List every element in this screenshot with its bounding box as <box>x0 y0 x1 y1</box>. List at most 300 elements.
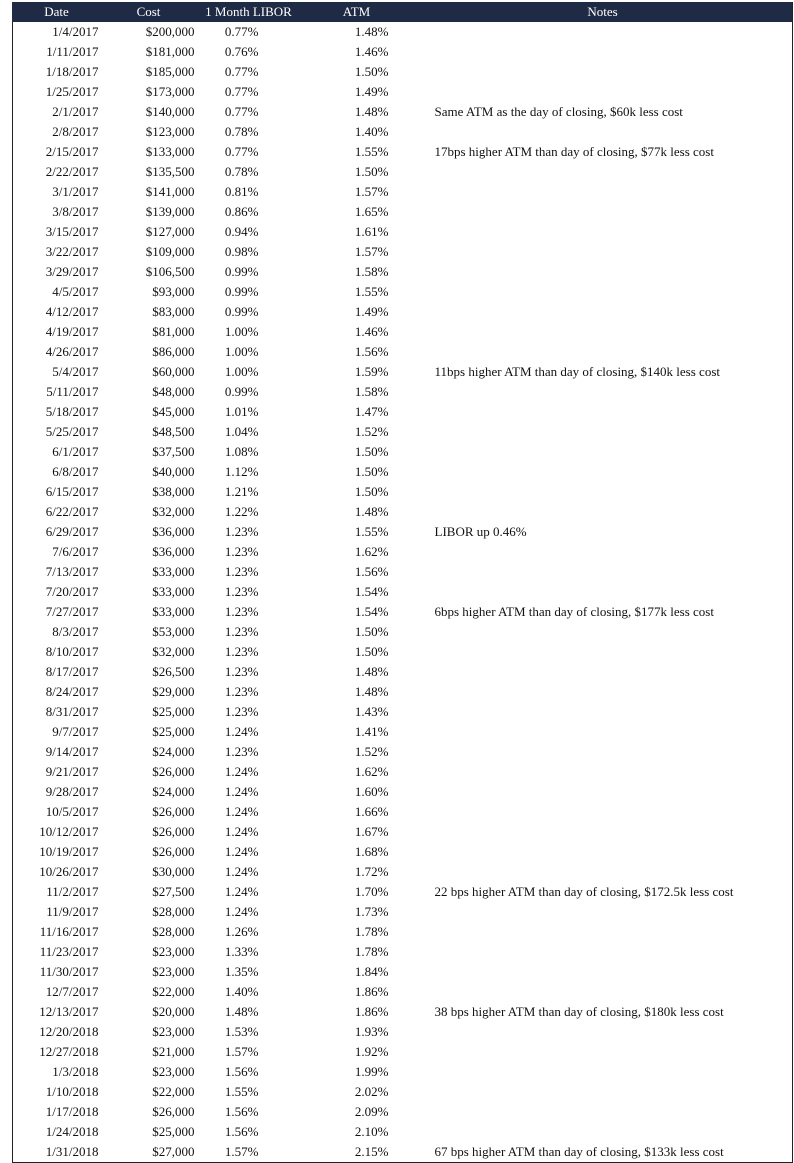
cell-libor[interactable]: 1.24% <box>224 724 259 739</box>
cell-atm[interactable]: 1.56% <box>354 344 389 359</box>
cell-date[interactable]: 1/25/2017 <box>13 82 101 102</box>
cell-libor[interactable]: 0.99% <box>224 304 259 319</box>
cell-note[interactable] <box>413 862 793 882</box>
cell-libor[interactable]: 0.99% <box>224 264 259 279</box>
cell-libor[interactable]: 0.81% <box>224 184 259 199</box>
cell-atm[interactable]: 2.15% <box>301 1142 413 1163</box>
cell-libor[interactable]: 1.56% <box>224 1104 259 1119</box>
cell-atm[interactable]: 1.62% <box>354 544 389 559</box>
cell-cost[interactable]: $28,000 <box>152 904 195 919</box>
cell-date[interactable]: 1/4/2017 <box>13 22 101 43</box>
cell-libor[interactable]: 0.77% <box>224 84 259 99</box>
cell-cost[interactable]: $22,000 <box>152 984 195 999</box>
cell-note[interactable]: 11bps higher ATM than day of closing, $140k less cost <box>413 362 793 382</box>
cell-cost[interactable]: $30,000 <box>152 864 195 879</box>
cell-cost[interactable]: $26,000 <box>152 804 195 819</box>
cell-atm[interactable]: 1.48% <box>354 504 389 519</box>
cell-libor[interactable]: 1.00% <box>224 344 259 359</box>
cell-cost[interactable]: $33,000 <box>152 604 195 619</box>
cell-note[interactable] <box>413 842 793 862</box>
cell-note[interactable] <box>413 222 793 242</box>
cell-note[interactable] <box>413 122 793 142</box>
cell-atm[interactable]: 1.47% <box>354 404 389 419</box>
cell-note[interactable] <box>413 982 793 1002</box>
cell-atm[interactable]: 1.56% <box>354 564 389 579</box>
header-cost[interactable]: Cost <box>101 3 197 22</box>
cell-note[interactable] <box>413 162 793 182</box>
cell-atm[interactable]: 1.43% <box>354 704 389 719</box>
cell-date[interactable]: 7/13/2017 <box>13 562 101 582</box>
cell-cost[interactable]: $45,000 <box>152 404 195 419</box>
cell-date[interactable]: 6/8/2017 <box>13 462 101 482</box>
cell-atm[interactable]: 1.60% <box>354 784 389 799</box>
cell-note[interactable] <box>413 1062 793 1082</box>
cell-libor[interactable]: 1.23% <box>224 544 259 559</box>
cell-cost[interactable]: $26,000 <box>152 844 195 859</box>
cell-libor[interactable]: 1.23% <box>224 524 259 539</box>
cell-libor[interactable]: 1.00% <box>224 324 259 339</box>
cell-note[interactable] <box>413 82 793 102</box>
cell-atm[interactable]: 1.61% <box>354 224 389 239</box>
cell-note[interactable] <box>413 462 793 482</box>
cell-note[interactable] <box>413 722 793 742</box>
cell-cost[interactable]: $25,000 <box>152 724 195 739</box>
cell-date[interactable]: 9/28/2017 <box>13 782 101 802</box>
cell-atm[interactable]: 1.55% <box>354 284 389 299</box>
cell-cost[interactable]: $23,000 <box>152 1024 195 1039</box>
cell-atm[interactable]: 1.55% <box>354 524 389 539</box>
cell-libor[interactable]: 1.57% <box>224 1044 259 1059</box>
cell-date[interactable]: 11/9/2017 <box>13 902 101 922</box>
cell-libor[interactable]: 1.24% <box>224 764 259 779</box>
cell-date[interactable]: 1/31/2018 <box>13 1142 101 1163</box>
cell-note[interactable] <box>413 802 793 822</box>
cell-date[interactable]: 12/7/2017 <box>13 982 101 1002</box>
cell-date[interactable]: 8/17/2017 <box>13 662 101 682</box>
cell-atm[interactable]: 1.48% <box>354 684 389 699</box>
cell-atm[interactable]: 1.68% <box>354 844 389 859</box>
cell-cost[interactable]: $106,500 <box>145 264 195 279</box>
cell-cost[interactable]: $173,000 <box>145 84 195 99</box>
cell-atm[interactable]: 1.50% <box>354 624 389 639</box>
cell-libor[interactable]: 1.24% <box>224 784 259 799</box>
cell-atm[interactable]: 1.49% <box>354 304 389 319</box>
cell-cost[interactable]: $181,000 <box>145 44 195 59</box>
cell-note[interactable] <box>413 662 793 682</box>
cell-libor[interactable]: 1.33% <box>224 944 259 959</box>
cell-atm[interactable]: 1.49% <box>354 84 389 99</box>
cell-atm[interactable]: 1.50% <box>354 484 389 499</box>
cell-cost[interactable]: $109,000 <box>145 244 195 259</box>
cell-libor[interactable]: 1.24% <box>224 804 259 819</box>
cell-libor[interactable]: 1.23% <box>224 684 259 699</box>
cell-date[interactable]: 11/30/2017 <box>13 962 101 982</box>
cell-libor[interactable]: 1.22% <box>224 504 259 519</box>
cell-libor[interactable]: 0.98% <box>224 244 259 259</box>
cell-date[interactable]: 1/17/2018 <box>13 1102 101 1122</box>
cell-date[interactable]: 8/24/2017 <box>13 682 101 702</box>
cell-cost[interactable]: $25,000 <box>152 1124 195 1139</box>
cell-note[interactable] <box>413 302 793 322</box>
cell-cost[interactable]: $23,000 <box>152 964 195 979</box>
cell-cost[interactable]: $24,000 <box>152 784 195 799</box>
cell-atm[interactable]: 2.09% <box>354 1104 389 1119</box>
cell-note[interactable]: 17bps higher ATM than day of closing, $77k less cost <box>413 142 793 162</box>
cell-libor[interactable]: 1.04% <box>224 424 259 439</box>
cell-note[interactable] <box>413 542 793 562</box>
cell-libor[interactable]: 1.56% <box>224 1064 259 1079</box>
cell-date[interactable]: 10/5/2017 <box>13 802 101 822</box>
cell-date[interactable]: 9/14/2017 <box>13 742 101 762</box>
cell-atm[interactable]: 1.59% <box>354 364 389 379</box>
cell-date[interactable]: 10/19/2017 <box>13 842 101 862</box>
cell-note[interactable] <box>413 1042 793 1062</box>
cell-date[interactable]: 1/3/2018 <box>13 1062 101 1082</box>
cell-libor[interactable]: 1.23% <box>224 564 259 579</box>
cell-note[interactable] <box>413 502 793 522</box>
cell-libor[interactable]: 1.23% <box>224 704 259 719</box>
cell-atm[interactable]: 1.99% <box>354 1064 389 1079</box>
cell-atm[interactable]: 1.70% <box>354 884 389 899</box>
cell-date[interactable]: 4/12/2017 <box>13 302 101 322</box>
cell-cost[interactable]: $33,000 <box>152 564 195 579</box>
cell-libor[interactable]: 1.24% <box>224 824 259 839</box>
cell-date[interactable]: 3/1/2017 <box>13 182 101 202</box>
cell-atm[interactable]: 1.50% <box>354 164 389 179</box>
cell-libor[interactable]: 0.77% <box>224 64 259 79</box>
cell-libor[interactable]: 0.77% <box>224 104 259 119</box>
cell-atm[interactable]: 1.62% <box>354 764 389 779</box>
cell-date[interactable]: 2/1/2017 <box>13 102 101 122</box>
cell-atm[interactable]: 1.46% <box>354 44 389 59</box>
cell-libor[interactable]: 1.24% <box>224 904 259 919</box>
cell-note[interactable] <box>413 922 793 942</box>
cell-note[interactable] <box>413 262 793 282</box>
cell-libor[interactable]: 1.08% <box>224 444 259 459</box>
cell-libor[interactable]: 1.35% <box>224 964 259 979</box>
cell-note[interactable] <box>413 482 793 502</box>
cell-libor[interactable]: 1.56% <box>224 1124 259 1139</box>
cell-date[interactable]: 6/15/2017 <box>13 482 101 502</box>
cell-atm[interactable]: 1.58% <box>354 384 389 399</box>
cell-atm[interactable]: 1.50% <box>354 444 389 459</box>
cell-date[interactable]: 10/12/2017 <box>13 822 101 842</box>
cell-date[interactable]: 2/22/2017 <box>13 162 101 182</box>
cell-date[interactable]: 6/29/2017 <box>13 522 101 542</box>
cell-libor[interactable]: 0.99% <box>224 284 259 299</box>
cell-date[interactable]: 11/23/2017 <box>13 942 101 962</box>
cell-atm[interactable]: 1.48% <box>354 104 389 119</box>
cell-cost[interactable]: $28,000 <box>152 924 195 939</box>
cell-note[interactable] <box>413 422 793 442</box>
cell-libor[interactable]: 1.55% <box>224 1084 259 1099</box>
spreadsheet <box>12 2 792 1163</box>
cell-cost[interactable]: $83,000 <box>152 304 195 319</box>
cell-libor[interactable]: 1.21% <box>224 484 259 499</box>
cell-date[interactable]: 5/18/2017 <box>13 402 101 422</box>
cell-note[interactable] <box>413 22 793 43</box>
cell-note[interactable] <box>413 702 793 722</box>
cell-cost[interactable]: $60,000 <box>152 364 195 379</box>
cell-date[interactable]: 8/10/2017 <box>13 642 101 662</box>
cell-cost[interactable]: $200,000 <box>145 24 195 39</box>
cell-libor[interactable]: 0.78% <box>224 124 259 139</box>
cell-cost[interactable]: $26,000 <box>152 764 195 779</box>
cell-cost[interactable]: $40,000 <box>152 464 195 479</box>
cell-atm[interactable]: 1.52% <box>354 424 389 439</box>
cell-libor[interactable]: 0.78% <box>224 164 259 179</box>
table-row <box>13 402 793 422</box>
cell-libor[interactable]: 1.48% <box>224 1004 259 1019</box>
cell-libor[interactable]: 0.99% <box>224 384 259 399</box>
cell-atm[interactable]: 1.52% <box>354 744 389 759</box>
cell-note[interactable] <box>413 642 793 662</box>
cell-atm[interactable]: 1.55% <box>354 144 389 159</box>
cell-atm[interactable]: 1.54% <box>354 584 389 599</box>
cell-note[interactable] <box>413 562 793 582</box>
cell-cost[interactable]: $26,500 <box>152 664 195 679</box>
cell-libor[interactable]: 0.94% <box>224 224 259 239</box>
cell-cost[interactable]: $140,000 <box>145 104 195 119</box>
cell-date[interactable]: 1/11/2017 <box>13 42 101 62</box>
cell-cost[interactable]: $36,000 <box>152 544 195 559</box>
cell-libor[interactable]: 1.23% <box>224 604 259 619</box>
cell-note[interactable] <box>413 42 793 62</box>
cell-cost[interactable]: $26,000 <box>152 1104 195 1119</box>
cell-date[interactable]: 2/15/2017 <box>13 142 101 162</box>
table-row <box>13 822 793 842</box>
cell-atm[interactable]: 1.48% <box>354 24 389 39</box>
cell-note[interactable] <box>413 62 793 82</box>
cell-atm[interactable]: 1.50% <box>354 464 389 479</box>
cell-libor[interactable]: 1.23% <box>224 584 259 599</box>
table-row <box>13 162 793 182</box>
cell-atm[interactable]: 1.54% <box>354 604 389 619</box>
cell-libor[interactable]: 1.23% <box>224 664 259 679</box>
cell-libor[interactable]: 1.24% <box>224 844 259 859</box>
cell-libor[interactable]: 1.23% <box>224 744 259 759</box>
cell-cost[interactable]: $25,000 <box>152 704 195 719</box>
cell-note[interactable]: 22 bps higher ATM than day of closing, $172.5k less cost <box>413 882 793 902</box>
cell-libor[interactable]: 1.24% <box>224 864 259 879</box>
cell-note[interactable] <box>413 782 793 802</box>
cell-date[interactable]: 5/25/2017 <box>13 422 101 442</box>
cell-note[interactable] <box>413 902 793 922</box>
table-row <box>13 182 793 202</box>
cell-note[interactable] <box>413 402 793 422</box>
cell-cost[interactable]: $22,000 <box>152 1084 195 1099</box>
header-atm[interactable]: ATM <box>301 3 413 22</box>
cell-date[interactable]: 1/10/2018 <box>13 1082 101 1102</box>
cell-atm[interactable]: 1.57% <box>354 184 389 199</box>
cell-note[interactable] <box>413 942 793 962</box>
cell-cost[interactable]: $139,000 <box>145 204 195 219</box>
cell-date[interactable]: 12/27/2018 <box>13 1042 101 1062</box>
cell-cost[interactable]: $26,000 <box>152 824 195 839</box>
cell-atm[interactable]: 1.40% <box>354 124 389 139</box>
cell-libor[interactable]: 0.76% <box>224 44 259 59</box>
cell-atm[interactable]: 1.72% <box>354 864 389 879</box>
cell-date[interactable]: 4/26/2017 <box>13 342 101 362</box>
cell-date[interactable]: 11/16/2017 <box>13 922 101 942</box>
cell-libor[interactable]: 0.77% <box>224 24 259 39</box>
cell-date[interactable]: 4/19/2017 <box>13 322 101 342</box>
cell-date[interactable]: 7/6/2017 <box>13 542 101 562</box>
cell-atm[interactable]: 1.50% <box>354 64 389 79</box>
cell-libor[interactable]: 1.01% <box>224 404 259 419</box>
cell-atm[interactable]: 1.57% <box>354 244 389 259</box>
header-date[interactable]: Date <box>13 3 101 22</box>
cell-note[interactable] <box>413 582 793 602</box>
cell-note[interactable] <box>413 962 793 982</box>
cell-atm[interactable]: 2.10% <box>354 1124 389 1139</box>
cell-atm[interactable]: 1.67% <box>354 824 389 839</box>
cell-libor[interactable]: 1.24% <box>224 884 259 899</box>
cell-cost[interactable]: $133,000 <box>145 144 195 159</box>
cell-note[interactable]: Same ATM as the day of closing, $60k less cost <box>413 102 793 122</box>
cell-cost[interactable]: $48,000 <box>152 384 195 399</box>
cell-cost[interactable]: $123,000 <box>145 124 195 139</box>
cell-note[interactable] <box>413 682 793 702</box>
cell-atm[interactable]: 1.86% <box>354 1004 389 1019</box>
cell-libor[interactable]: 0.86% <box>224 204 259 219</box>
cell-cost[interactable]: $135,500 <box>145 164 195 179</box>
cell-libor[interactable]: 1.53% <box>224 1024 259 1039</box>
cell-date[interactable]: 1/18/2017 <box>13 62 101 82</box>
cell-date[interactable]: 3/8/2017 <box>13 202 101 222</box>
cell-atm[interactable]: 1.48% <box>354 664 389 679</box>
cell-note[interactable] <box>413 342 793 362</box>
cell-date[interactable]: 10/26/2017 <box>13 862 101 882</box>
cell-date[interactable]: 11/2/2017 <box>13 882 101 902</box>
cell-note[interactable]: LIBOR up 0.46% <box>413 522 793 542</box>
cell-libor[interactable]: 1.57% <box>197 1142 301 1163</box>
cell-libor[interactable]: 1.23% <box>224 644 259 659</box>
cell-cost[interactable]: $23,000 <box>152 1064 195 1079</box>
cell-note[interactable] <box>413 282 793 302</box>
cell-date[interactable]: 12/20/2018 <box>13 1022 101 1042</box>
cell-date[interactable]: 5/4/2017 <box>13 362 101 382</box>
table-row <box>13 202 793 222</box>
cell-atm[interactable]: 1.86% <box>354 984 389 999</box>
cell-cost[interactable]: $33,000 <box>152 584 195 599</box>
cell-atm[interactable]: 1.92% <box>354 1044 389 1059</box>
header-row <box>13 3 793 22</box>
cell-date[interactable]: 6/22/2017 <box>13 502 101 522</box>
cell-note[interactable]: 6bps higher ATM than day of closing, $177k less cost <box>413 602 793 622</box>
cell-atm[interactable]: 1.93% <box>354 1024 389 1039</box>
cell-atm[interactable]: 1.66% <box>354 804 389 819</box>
cell-note[interactable] <box>413 1082 793 1102</box>
cell-note[interactable] <box>413 1122 793 1142</box>
cell-atm[interactable]: 1.50% <box>354 644 389 659</box>
cell-note[interactable] <box>413 742 793 762</box>
cell-atm[interactable]: 1.78% <box>354 924 389 939</box>
cell-date[interactable]: 7/20/2017 <box>13 582 101 602</box>
table-row <box>13 782 793 802</box>
cell-cost[interactable]: $32,000 <box>152 504 195 519</box>
cell-note[interactable] <box>413 1022 793 1042</box>
cell-atm[interactable]: 1.78% <box>354 944 389 959</box>
header-libor[interactable]: 1 Month LIBOR <box>197 3 301 22</box>
table-body <box>13 22 793 1163</box>
cell-cost[interactable]: $48,500 <box>152 424 195 439</box>
cell-cost[interactable]: $93,000 <box>152 284 195 299</box>
cell-date[interactable]: 3/29/2017 <box>13 262 101 282</box>
cell-cost[interactable]: $29,000 <box>152 684 195 699</box>
cell-cost[interactable]: $32,000 <box>152 644 195 659</box>
cell-atm[interactable]: 1.41% <box>354 724 389 739</box>
cell-cost[interactable]: $127,000 <box>145 224 195 239</box>
cell-atm[interactable]: 2.02% <box>354 1084 389 1099</box>
cell-date[interactable]: 1/24/2018 <box>13 1122 101 1142</box>
cell-cost[interactable]: $20,000 <box>152 1004 195 1019</box>
cell-date[interactable]: 2/8/2017 <box>13 122 101 142</box>
cell-note[interactable] <box>413 442 793 462</box>
cell-atm[interactable]: 1.84% <box>354 964 389 979</box>
cell-date[interactable]: 3/22/2017 <box>13 242 101 262</box>
cell-date[interactable]: 3/15/2017 <box>13 222 101 242</box>
cell-cost[interactable]: $81,000 <box>152 324 195 339</box>
cell-cost[interactable]: $38,000 <box>152 484 195 499</box>
cell-cost[interactable]: $185,000 <box>145 64 195 79</box>
cell-atm[interactable]: 1.65% <box>354 204 389 219</box>
header-notes[interactable]: Notes <box>413 3 793 22</box>
cell-date[interactable]: 5/11/2017 <box>13 382 101 402</box>
cell-cost[interactable]: $27,000 <box>101 1142 197 1163</box>
cell-note[interactable] <box>413 622 793 642</box>
cell-date[interactable]: 4/5/2017 <box>13 282 101 302</box>
cell-libor[interactable]: 1.12% <box>224 464 259 479</box>
cell-cost[interactable]: $37,500 <box>152 444 195 459</box>
cell-cost[interactable]: $36,000 <box>152 524 195 539</box>
cell-note[interactable] <box>413 202 793 222</box>
cell-cost[interactable]: $23,000 <box>152 944 195 959</box>
cell-note[interactable] <box>413 822 793 842</box>
cell-note[interactable] <box>413 182 793 202</box>
cell-note[interactable]: 67 bps higher ATM than day of closing, $133k less cost <box>413 1142 793 1163</box>
cell-cost[interactable]: $27,500 <box>152 884 195 899</box>
cell-date[interactable]: 8/31/2017 <box>13 702 101 722</box>
cell-note[interactable]: 38 bps higher ATM than day of closing, $180k less cost <box>413 1002 793 1022</box>
cell-note[interactable] <box>413 1102 793 1122</box>
cell-note[interactable] <box>413 242 793 262</box>
cell-libor[interactable]: 1.26% <box>224 924 259 939</box>
cell-libor[interactable]: 1.40% <box>224 984 259 999</box>
cell-cost[interactable]: $53,000 <box>152 624 195 639</box>
cell-cost[interactable]: $141,000 <box>145 184 195 199</box>
cell-cost[interactable]: $21,000 <box>152 1044 195 1059</box>
cell-libor[interactable]: 1.00% <box>224 364 259 379</box>
cell-date[interactable]: 7/27/2017 <box>13 602 101 622</box>
cell-libor[interactable]: 1.23% <box>224 624 259 639</box>
cell-date[interactable]: 8/3/2017 <box>13 622 101 642</box>
cell-date[interactable]: 12/13/2017 <box>13 1002 101 1022</box>
cell-note[interactable] <box>413 762 793 782</box>
cell-date[interactable]: 9/7/2017 <box>13 722 101 742</box>
cell-cost[interactable]: $24,000 <box>152 744 195 759</box>
cell-cost[interactable]: $86,000 <box>152 344 195 359</box>
cell-atm[interactable]: 1.58% <box>354 264 389 279</box>
cell-atm[interactable]: 1.73% <box>354 904 389 919</box>
cell-note[interactable] <box>413 322 793 342</box>
cell-atm[interactable]: 1.46% <box>354 324 389 339</box>
cell-date[interactable]: 6/1/2017 <box>13 442 101 462</box>
cell-libor[interactable]: 0.77% <box>224 144 259 159</box>
cell-date[interactable]: 9/21/2017 <box>13 762 101 782</box>
cell-note[interactable] <box>413 382 793 402</box>
table-row <box>13 1102 793 1122</box>
